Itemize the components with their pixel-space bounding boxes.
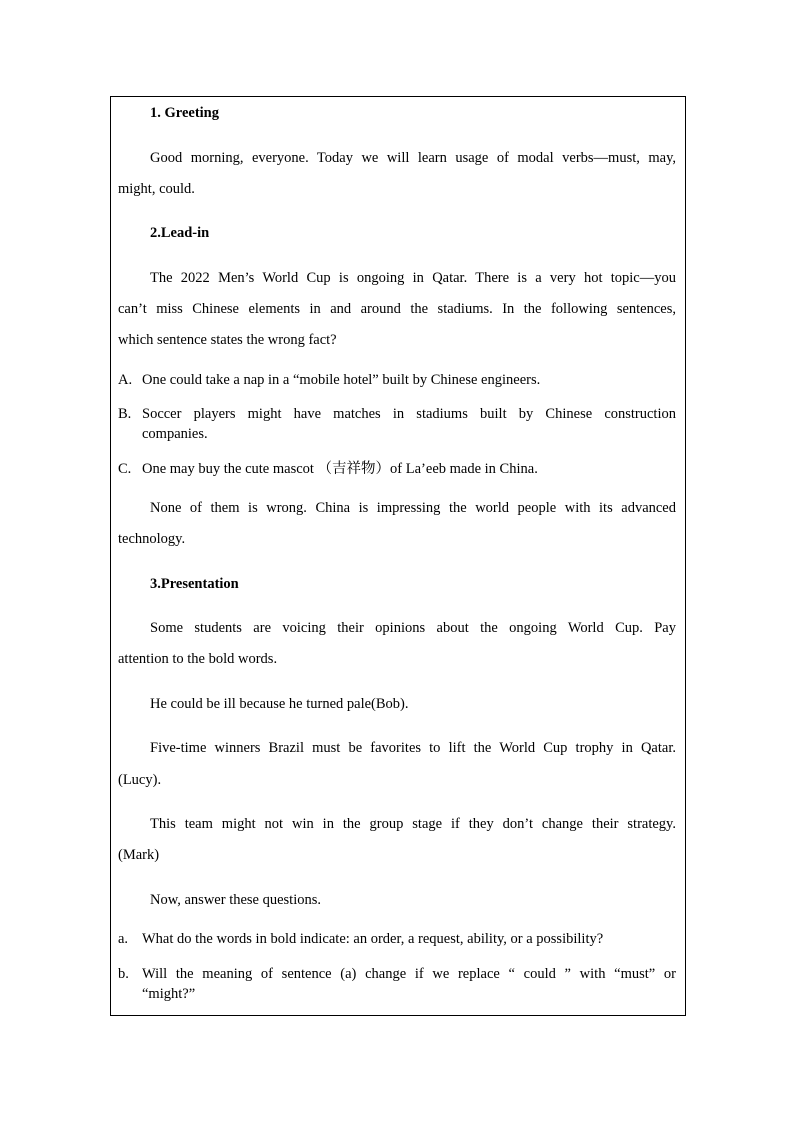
example-sentence-mark-attribution: (Mark) bbox=[118, 847, 160, 863]
presentation-paragraph-line: attention to the bold words. bbox=[118, 651, 278, 667]
greeting-paragraph-line: Good morning, everyone. Today we will learn usage of modal verbs—must, may, bbox=[150, 150, 676, 166]
option-label: A. bbox=[118, 372, 133, 388]
leadin-answer-line: technology. bbox=[118, 531, 186, 547]
question-label: b. bbox=[118, 966, 129, 982]
question-label: a. bbox=[118, 931, 129, 947]
option-label: B. bbox=[118, 406, 132, 422]
leadin-paragraph-line: which sentence states the wrong fact? bbox=[118, 332, 337, 348]
option-text: One may buy the cute mascot （吉祥物）of La’eeb made in China. bbox=[142, 461, 538, 477]
leadin-paragraph-line: can’t miss Chinese elements in and around the stadiums. In the following sentences, bbox=[118, 301, 676, 317]
example-sentence-bob: He could be ill because he turned pale(Bob). bbox=[150, 696, 409, 712]
section-heading-presentation: 3.Presentation bbox=[150, 576, 239, 592]
section-heading-greeting: 1. Greeting bbox=[150, 105, 219, 121]
option-text: One could take a nap in a “mobile hotel” built by Chinese engineers. bbox=[142, 372, 541, 388]
questions-prompt: Now, answer these questions. bbox=[150, 892, 322, 908]
option-text: Soccer players might have matches in stadiums built by Chinese construction bbox=[142, 406, 676, 422]
question-text: Will the meaning of sentence (a) change if we replace “ could ” with “must” or bbox=[142, 966, 676, 982]
example-sentence-lucy-attribution: (Lucy). bbox=[118, 772, 162, 788]
section-heading-leadin: 2.Lead-in bbox=[150, 225, 210, 241]
leadin-paragraph-line: The 2022 Men’s World Cup is ongoing in Qatar. There is a very hot topic—you bbox=[150, 270, 676, 286]
example-sentence-mark: This team might not win in the group stage if they don’t change their strategy. bbox=[150, 816, 676, 832]
option-text-continuation: companies. bbox=[142, 426, 208, 442]
question-text: What do the words in bold indicate: an order, a request, ability, or a possibility? bbox=[142, 931, 604, 947]
leadin-answer-line: None of them is wrong. China is impressing the world people with its advanced bbox=[150, 500, 676, 516]
greeting-paragraph-line: might, could. bbox=[118, 181, 195, 197]
question-text-continuation: “might?” bbox=[142, 986, 196, 1002]
example-sentence-lucy: Five-time winners Brazil must be favorites to lift the World Cup trophy in Qatar. bbox=[150, 740, 676, 756]
option-label: C. bbox=[118, 461, 132, 477]
presentation-paragraph-line: Some students are voicing their opinions about the ongoing World Cup. Pay bbox=[150, 620, 676, 636]
